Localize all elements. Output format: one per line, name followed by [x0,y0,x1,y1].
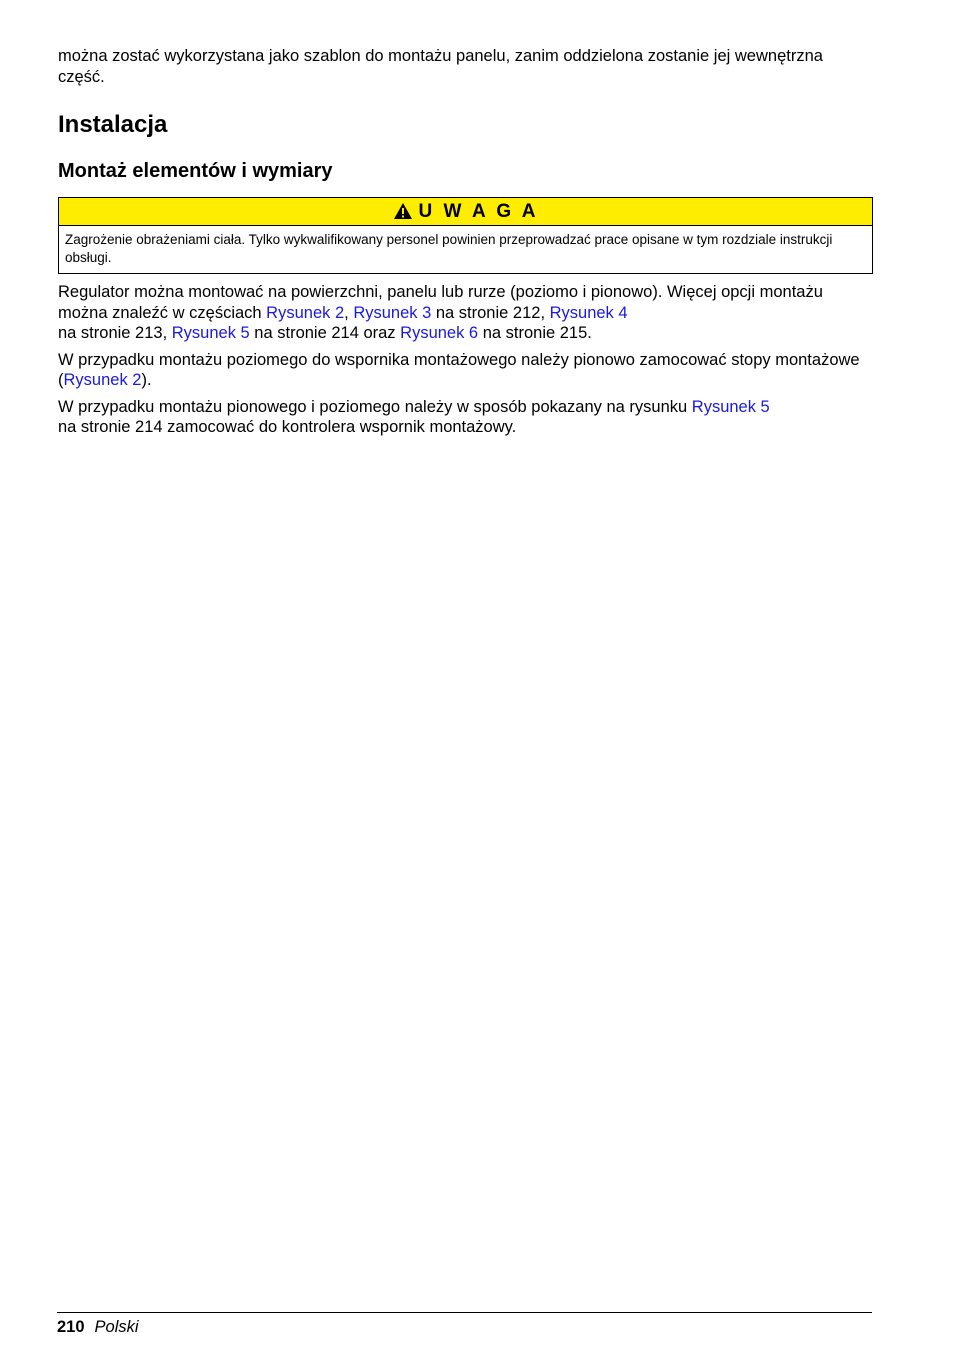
warning-box [58,197,873,274]
paragraph-mounting-options: Regulator można montować na powierzchni, panelu lub rurze (poziomo i pionowo). Więcej opcji montażu można znaleźć w częściach Rysunek 2, Rysunek 3 na stronie 212, Rysunek 4 na stronie 213, Rysunek 5 na stronie 214 oraz Rysunek 6 na stronie 215. [58,283,823,342]
warning-header [59,198,872,226]
link-rysunek-6[interactable]: Rysunek 6 [400,324,479,342]
warning-triangle-icon [393,202,413,220]
link-rysunek-3[interactable]: Rysunek 3 [353,303,432,322]
link-rysunek-5-b[interactable]: Rysunek 5 [691,397,770,416]
link-rysunek-5[interactable]: Rysunek 5 [171,324,250,342]
page-number: 210 [57,1318,85,1336]
body-text [58,282,873,444]
link-rysunek-2[interactable]: Rysunek 2 [266,303,345,322]
paragraph-vertical-mounting: W przypadku montażu pionowego i poziomego należy w sposób pokazany na rysunku Rysunek 5 na stronie 214 zamocować do kontrolera wspornik montażowy. [58,397,770,436]
link-rysunek-2-b[interactable]: Rysunek 2 [63,371,142,389]
paragraph-horizontal-mounting: W przypadku montażu poziomego do wspornika montażowego należy pionowo zamocować stopy montażowe (Rysunek 2). [58,350,860,389]
warning-label: U W A G A [418,200,539,222]
warning-text: Zagrożenie obrażeniami ciała. Tylko wykwalifikowany personel powinien przeprowadzać prace opisane w tym rozdziale instrukcji obsługi. [65,232,833,265]
link-rysunek-4[interactable]: Rysunek 4 [549,303,628,322]
section-title: Instalacja [58,111,168,138]
intro-paragraph: można zostać wykorzystana jako szablon do montażu panelu, zanim oddzielona zostanie jej wewnętrzna część. [58,47,823,86]
footer-language: Polski [94,1318,139,1336]
page-content [58,46,873,436]
page-footer [57,1312,872,1337]
subsection-title: Montaż elementów i wymiary [58,160,333,182]
